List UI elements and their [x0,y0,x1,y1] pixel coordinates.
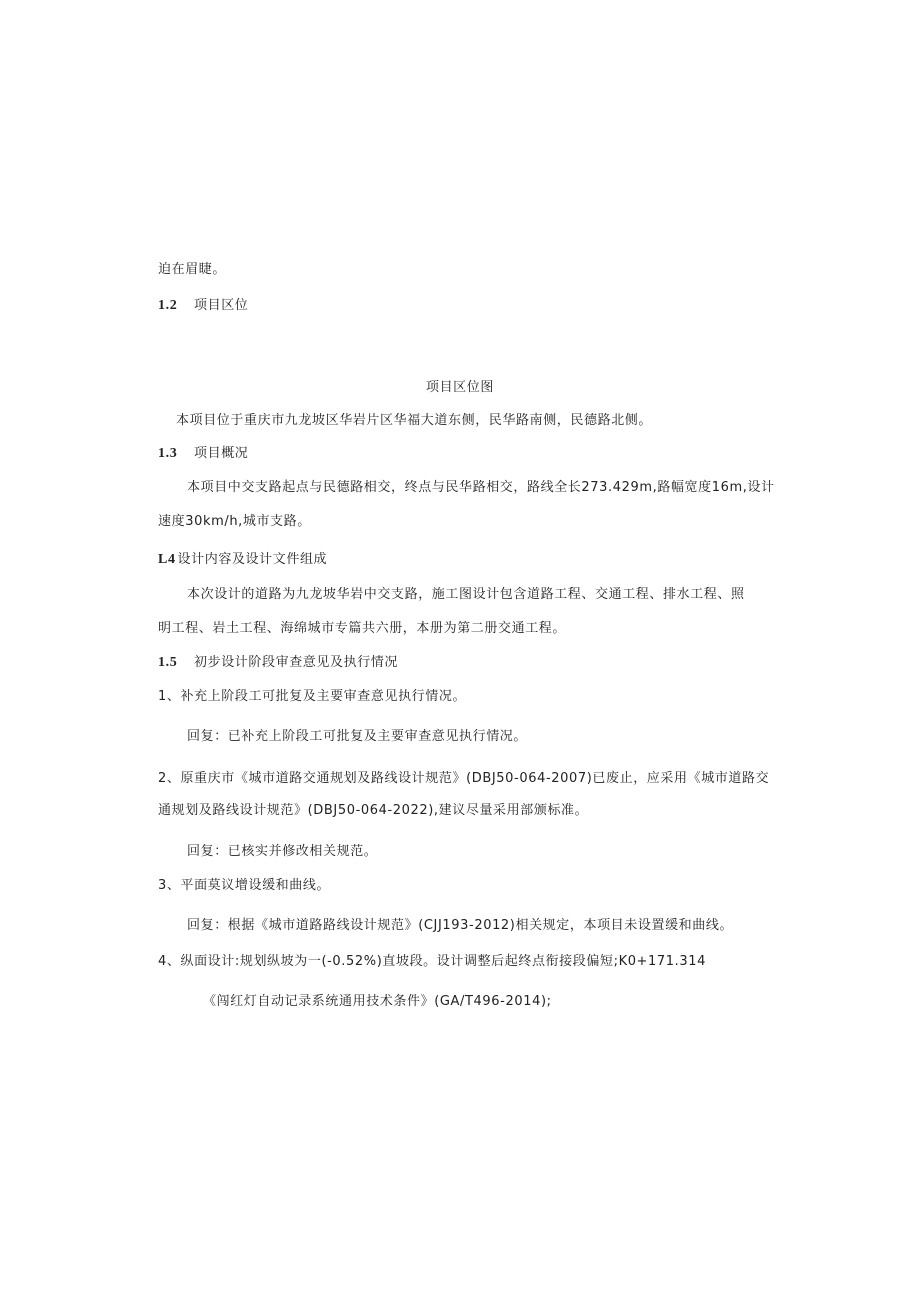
review-item-1: 1、补充上阶段工可批复及主要审查意见执行情况。 [158,689,467,704]
section-number: 1.3 [158,446,178,461]
section-heading-1-3 [158,445,248,463]
design-paragraph-line-2: 明工程、岩土工程、海绵城市专篇共六册，本册为第二册交通工程。 [158,621,567,636]
review-item-4: 4、纵面设计:规划纵坡为一(-0.52%)直坡段。设计调整后起终点衔接段偏短;K0+171.314 [158,954,707,969]
section-title: 设计内容及设计文件组成 [177,552,328,567]
review-item-3: 3、平面莫议增设缓和曲线。 [158,878,331,893]
section-heading-1-5 [158,654,398,672]
section-title: 项目概况 [194,446,249,461]
review-item-2-line-1: 2、原重庆市《城市道路交通规划及路线设计规范》(DBJ50-064-2007)已废止，应采用《城市道路交 [158,771,770,786]
reply-3: 回复：根据《城市道路路线设计规范》(CJJ193-2012)相关规定，本项目未设置缓和曲线。 [187,918,734,933]
figure-caption: 项目区位图 [425,380,494,395]
section-number: L4 [158,552,176,567]
overview-paragraph-line-1: 本项目中交支路起点与民德路相交，终点与民华路相交，路线全长273.429m,路幅宽度16m,设计 [187,480,775,495]
reply-1: 回复：已补充上阶段工可批复及主要审查意见执行情况。 [187,729,528,744]
section-heading-1-2 [158,297,248,315]
section-number: 1.5 [158,655,178,670]
location-paragraph: 本项目位于重庆市九龙坡区华岩片区华福大道东侧，民华路南侧，民德路北侧。 [176,413,653,428]
continued-paragraph-end: 迫在眉睫。 [158,262,227,277]
overview-paragraph-line-2: 速度30km/h,城市支路。 [158,514,311,529]
section-title: 初步设计阶段审查意见及执行情况 [194,655,399,670]
section-heading-1-4 [158,551,327,569]
reply-2: 回复：已核实并修改相关规范。 [187,844,378,859]
section-title: 项目区位 [194,298,249,313]
section-number: 1.2 [158,298,178,313]
standard-reference: 《闯红灯自动记录系统通用技术条件》(GA/T496-2014); [203,994,552,1009]
review-item-2-line-2: 通规划及路线设计规范》(DBJ50-064-2022),建议尽量采用部颁标准。 [158,803,589,818]
design-paragraph-line-1: 本次设计的道路为九龙坡华岩中交支路，施工图设计包含道路工程、交通工程、排水工程、照 [187,587,745,602]
